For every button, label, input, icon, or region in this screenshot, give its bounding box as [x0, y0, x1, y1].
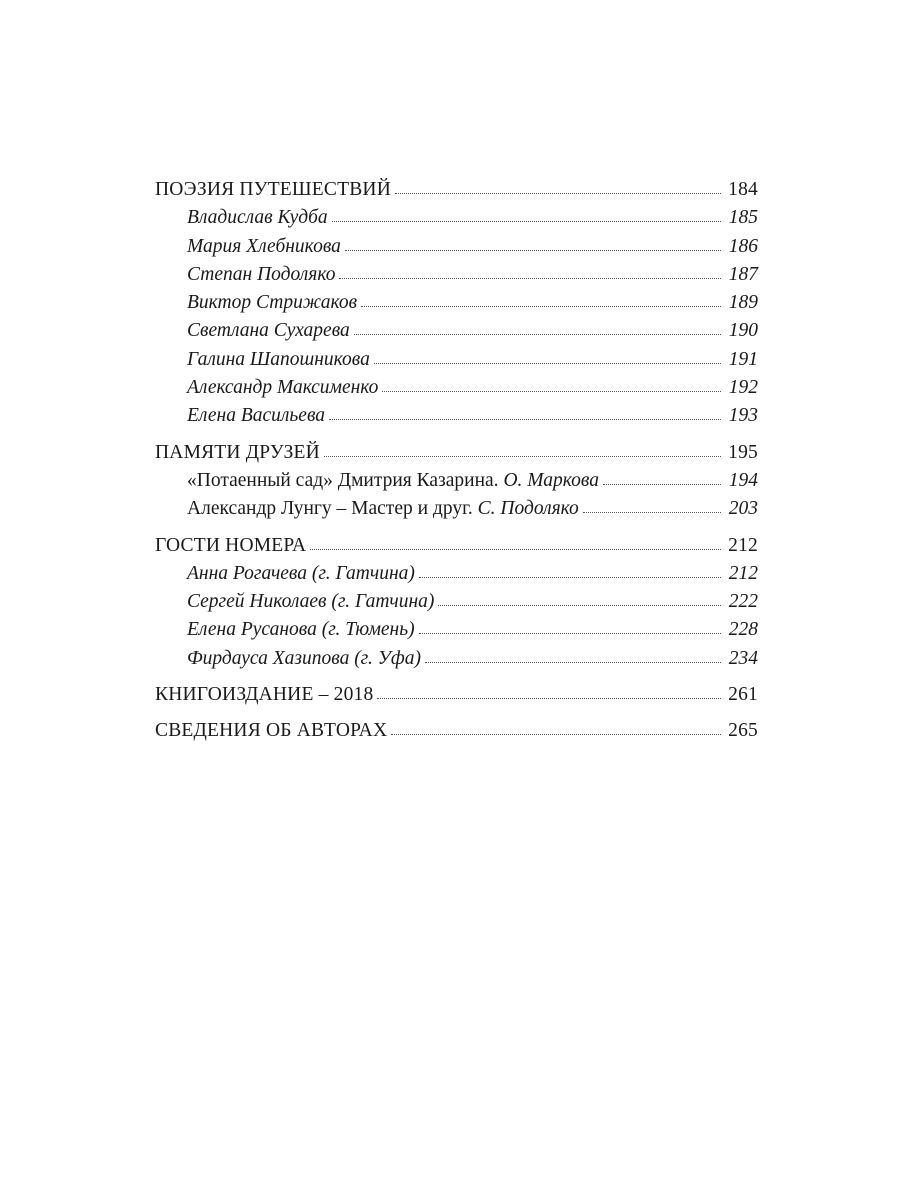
- toc-entry-title: Фирдауса Хазипова (г. Уфа): [187, 647, 421, 669]
- toc-entry-title: Сергей Николаев (г. Гатчина): [187, 591, 435, 613]
- toc-section-about-authors: [155, 717, 758, 745]
- dot-leader: [438, 605, 721, 606]
- dot-leader: [361, 306, 721, 307]
- toc-entry-title: Александр Максименко: [187, 377, 379, 399]
- toc-page-number: 194: [728, 469, 758, 491]
- toc-entry-title: Виктор Стрижаков: [187, 292, 358, 314]
- toc-page-number: 189: [728, 292, 758, 314]
- toc-page-number: 203: [728, 498, 758, 520]
- toc-section-book-publishing: [155, 681, 758, 709]
- toc-page-number: 195: [728, 441, 758, 463]
- toc-entry[interactable]: [155, 467, 758, 495]
- toc-page-number: 212: [728, 562, 758, 584]
- toc-entry[interactable]: [155, 317, 758, 345]
- dot-leader: [395, 193, 721, 194]
- toc-entry[interactable]: [155, 346, 758, 374]
- toc-entry-title: Елена Русанова (г. Тюмень): [187, 619, 415, 641]
- toc-heading-title: СВЕДЕНИЯ ОБ АВТОРАХ: [155, 720, 388, 742]
- toc-entry-title: Степан Подоляко: [187, 263, 336, 285]
- toc-entry[interactable]: [155, 402, 758, 430]
- toc-page-number: 186: [728, 235, 758, 257]
- dot-leader: [345, 250, 721, 251]
- dot-leader: [310, 549, 721, 550]
- dot-leader: [339, 278, 721, 279]
- toc-entry[interactable]: [155, 289, 758, 317]
- toc-heading-title: КНИГОИЗДАНИЕ – 2018: [155, 684, 374, 706]
- toc-page-number: 212: [728, 534, 758, 556]
- toc-entry-title: Светлана Сухарева: [187, 320, 350, 342]
- toc-heading[interactable]: [155, 532, 758, 560]
- dot-leader: [419, 633, 721, 634]
- toc-entry-title: [187, 495, 579, 523]
- toc-page-number: 190: [728, 320, 758, 342]
- toc-entry-title: Анна Рогачева (г. Гатчина): [187, 562, 415, 584]
- toc-section-in-memory-of-friends: [155, 439, 758, 524]
- toc-entry-article: Александр Лунгу – Мастер и друг.: [187, 498, 473, 520]
- toc-section-poetry-of-travel: [155, 176, 758, 431]
- toc-entry-title: Галина Шапошникова: [187, 348, 370, 370]
- toc-entry[interactable]: [155, 645, 758, 673]
- toc-page-number: 187: [728, 263, 758, 285]
- toc-page-number: 185: [728, 207, 758, 229]
- toc-heading[interactable]: [155, 717, 758, 745]
- toc-page-number: 222: [728, 591, 758, 613]
- toc-page-number: 228: [728, 619, 758, 641]
- toc-entry[interactable]: [155, 374, 758, 402]
- toc-page-number: 261: [728, 684, 758, 706]
- dot-leader: [324, 456, 721, 457]
- dot-leader: [329, 419, 721, 420]
- toc-page-number: 191: [728, 348, 758, 370]
- toc-entry[interactable]: [155, 588, 758, 616]
- toc-heading[interactable]: [155, 681, 758, 709]
- dot-leader: [419, 577, 721, 578]
- dot-leader: [374, 363, 721, 364]
- toc-page-number: 193: [728, 405, 758, 427]
- toc-page-number: 234: [728, 647, 758, 669]
- table-of-contents: [155, 176, 758, 754]
- dot-leader: [354, 334, 721, 335]
- toc-entry[interactable]: [155, 560, 758, 588]
- toc-entry-title: Елена Васильева: [187, 405, 326, 427]
- toc-entry-author: О. Маркова: [503, 469, 599, 491]
- toc-heading[interactable]: [155, 176, 758, 204]
- toc-entry-title: Владислав Кудба: [187, 207, 328, 229]
- toc-entry[interactable]: [155, 616, 758, 644]
- toc-entry-author: С. Подоляко: [477, 498, 579, 520]
- toc-entry-article: «Потаенный сад» Дмитрия Казарина.: [187, 469, 499, 491]
- toc-entry[interactable]: [155, 233, 758, 261]
- toc-entry-title: Мария Хлебникова: [187, 235, 341, 257]
- toc-heading-title: ПОЭЗИЯ ПУТЕШЕСТВИЙ: [155, 179, 391, 200]
- dot-leader: [377, 698, 721, 699]
- dot-leader: [391, 734, 721, 735]
- toc-entry[interactable]: [155, 495, 758, 523]
- toc-page-number: 184: [728, 179, 758, 200]
- toc-heading[interactable]: [155, 439, 758, 467]
- dot-leader: [332, 221, 721, 222]
- toc-heading-title: ПАМЯТИ ДРУЗЕЙ: [155, 441, 320, 463]
- dot-leader: [382, 391, 721, 392]
- dot-leader: [603, 484, 721, 485]
- toc-heading-title: ГОСТИ НОМЕРА: [155, 534, 307, 556]
- toc-entry[interactable]: [155, 204, 758, 232]
- toc-page-number: 265: [728, 720, 758, 742]
- toc-section-guests-of-issue: [155, 532, 758, 673]
- toc-entry-title: [187, 467, 599, 495]
- toc-entry[interactable]: [155, 261, 758, 289]
- toc-page-number: 192: [728, 377, 758, 399]
- dot-leader: [583, 512, 721, 513]
- dot-leader: [425, 662, 721, 663]
